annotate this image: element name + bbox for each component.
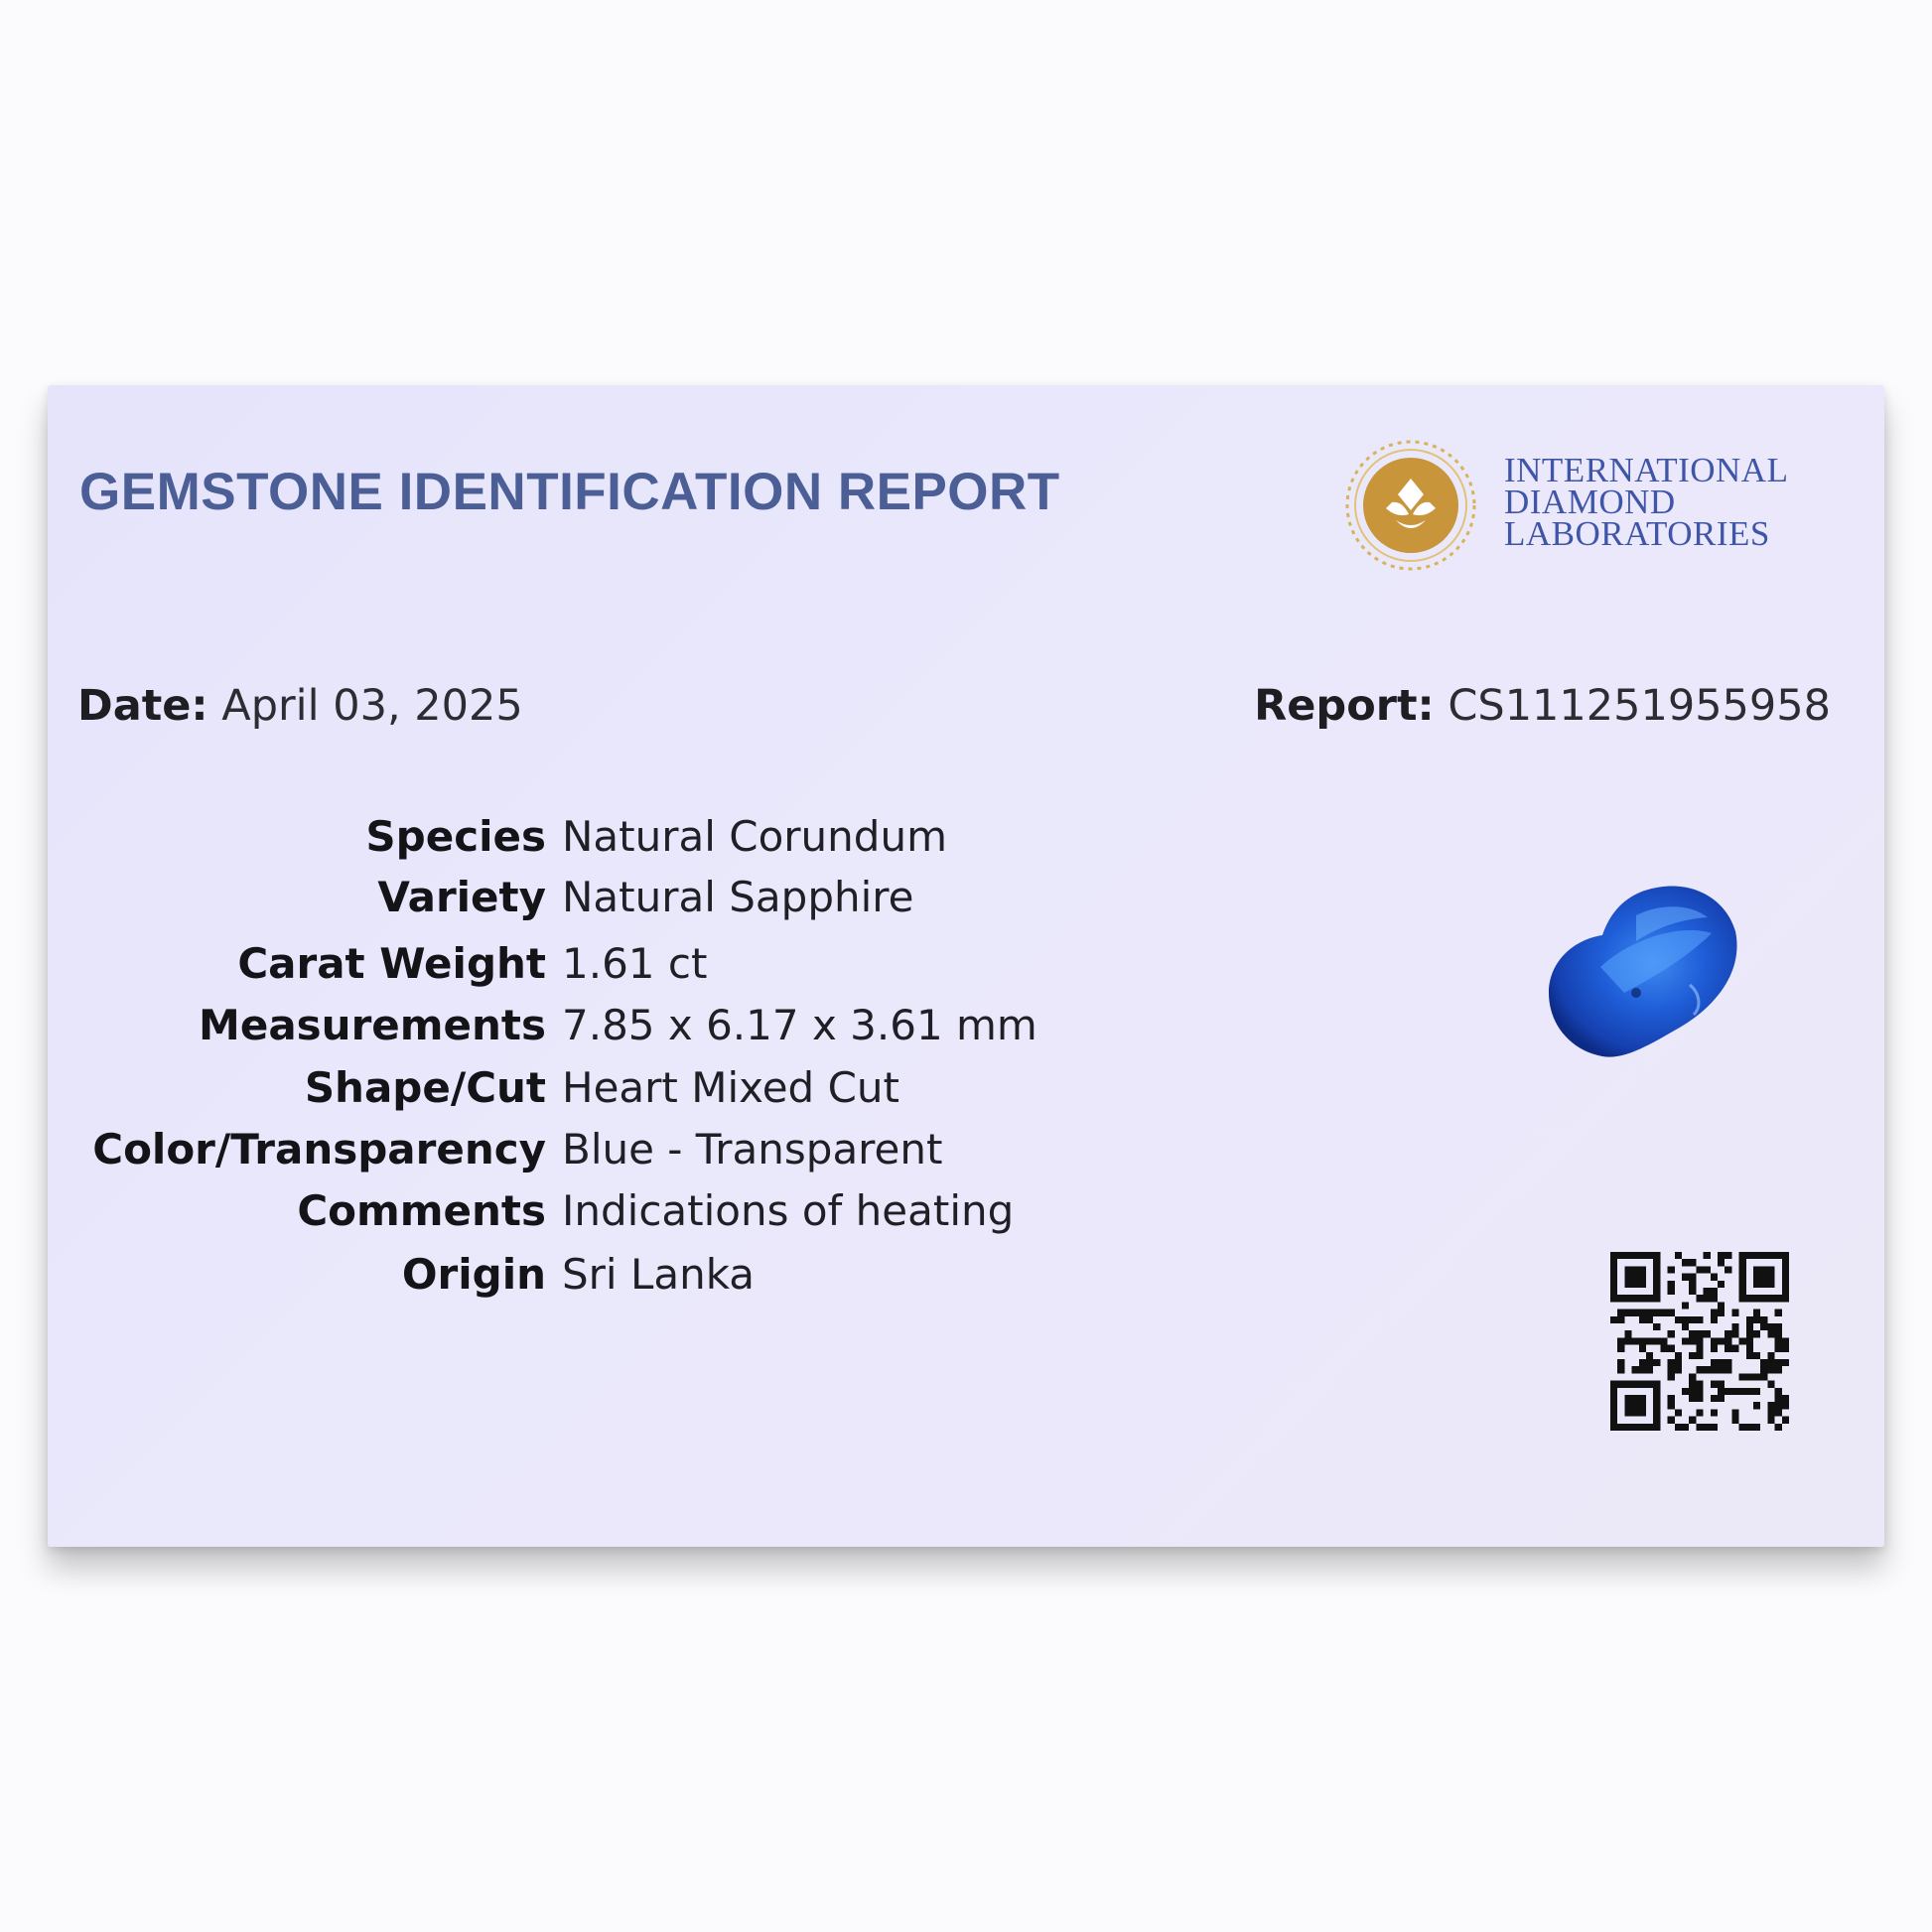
spec-value: Natural Corundum bbox=[562, 812, 947, 861]
spec-row-species bbox=[0, 812, 1092, 868]
heart-gemstone-photo bbox=[1541, 876, 1739, 1062]
qr-code bbox=[1610, 1252, 1789, 1431]
spec-row-carat-weight bbox=[0, 939, 1092, 995]
spec-label: Shape/Cut bbox=[304, 1063, 546, 1112]
report-value: CS111251955958 bbox=[1448, 681, 1831, 731]
spec-label: Measurements bbox=[199, 1001, 546, 1049]
spec-label: Species bbox=[365, 812, 546, 861]
spec-row-measurements bbox=[0, 1001, 1092, 1056]
report-label: Report: bbox=[1254, 681, 1435, 731]
lab-name-line-3: LABORATORIES bbox=[1504, 514, 1770, 553]
spec-value: Natural Sapphire bbox=[562, 873, 914, 921]
date-value: April 03, 2025 bbox=[221, 681, 523, 731]
report-date bbox=[77, 681, 523, 731]
spec-value: 1.61 ct bbox=[562, 939, 708, 988]
date-label: Date: bbox=[77, 681, 208, 731]
lab-name-line-2: DIAMOND bbox=[1504, 483, 1676, 521]
spec-value: Blue - Transparent bbox=[562, 1125, 943, 1173]
spec-label: Color/Transparency bbox=[92, 1125, 546, 1173]
lab-seal-logo bbox=[1342, 437, 1479, 574]
report-title: GEMSTONE IDENTIFICATION REPORT bbox=[79, 463, 1060, 521]
spec-row-color-transparency bbox=[0, 1125, 1092, 1180]
spec-value: Sri Lanka bbox=[562, 1250, 756, 1299]
spec-row-shape-cut bbox=[0, 1063, 1092, 1119]
spec-value: Heart Mixed Cut bbox=[562, 1063, 899, 1112]
spec-row-origin bbox=[0, 1250, 1092, 1306]
spec-label: Comments bbox=[297, 1186, 546, 1235]
report-number bbox=[1254, 681, 1831, 731]
spec-label: Carat Weight bbox=[237, 939, 546, 988]
spec-row-variety bbox=[0, 873, 1092, 928]
spec-value: Indications of heating bbox=[562, 1186, 1015, 1235]
spec-row-comments bbox=[0, 1186, 1092, 1242]
lab-name-line-1: INTERNATIONAL bbox=[1504, 451, 1789, 489]
spec-label: Variety bbox=[377, 873, 546, 921]
spec-label: Origin bbox=[401, 1250, 546, 1299]
spec-value: 7.85 x 6.17 x 3.61 mm bbox=[562, 1001, 1037, 1049]
lab-name bbox=[1504, 451, 1789, 553]
